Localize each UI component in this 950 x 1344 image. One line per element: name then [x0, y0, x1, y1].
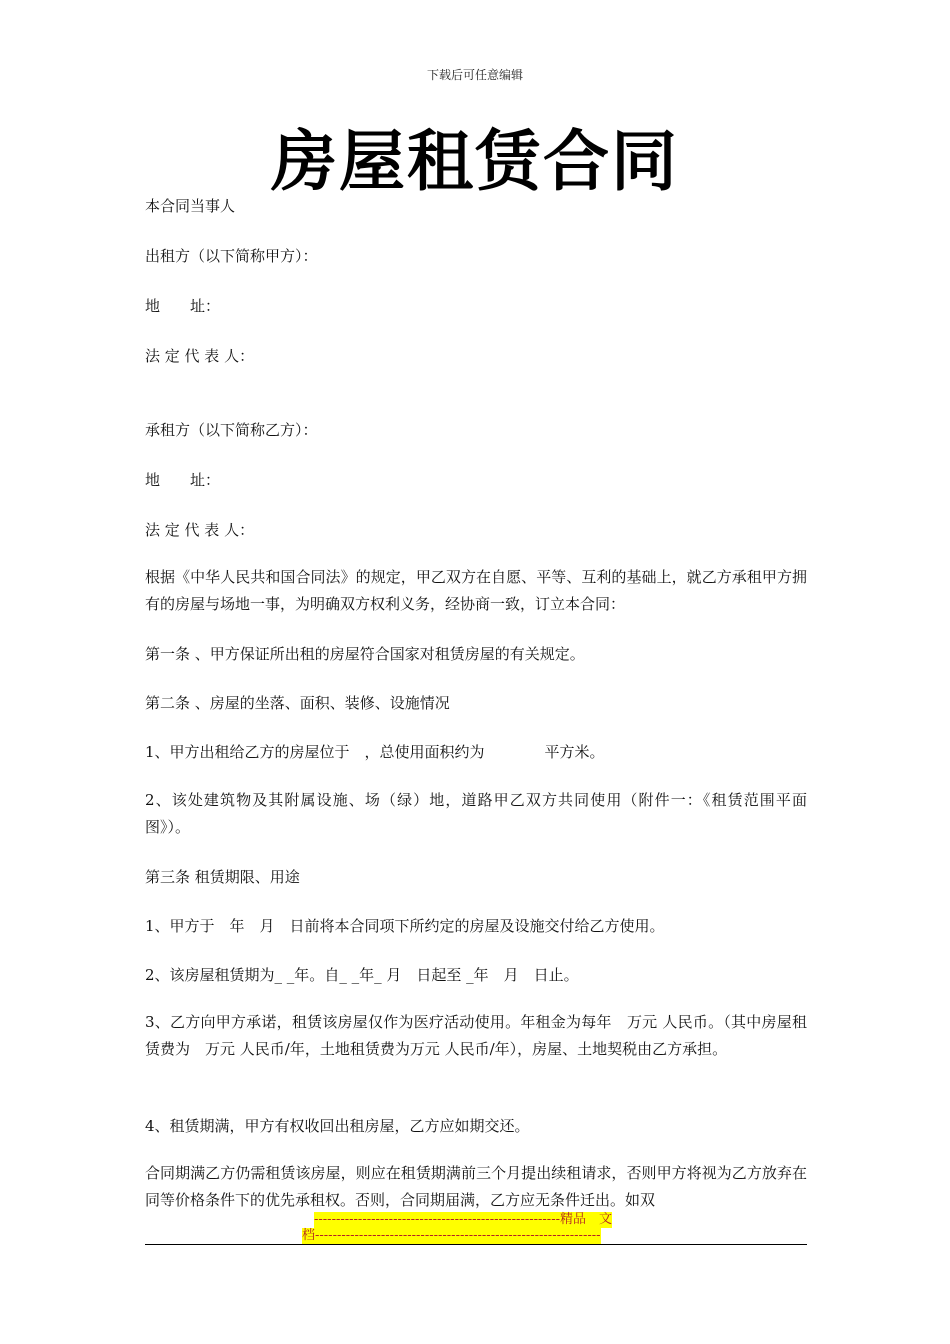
lessee-address-line: 地 址： — [145, 471, 221, 489]
lessor-line: 出租方（以下简称甲方）： — [145, 247, 318, 265]
lessor-address-line: 地 址： — [145, 297, 221, 315]
footer-rule — [145, 1244, 807, 1245]
article-3-clause-1: 1、甲方于 年 月 日前将本合同项下所约定的房屋及设施交付给乙方使用。 — [145, 917, 665, 935]
article-1: 第一条 、甲方保证所出租的房屋符合国家对租赁房屋的有关规定。 — [145, 645, 585, 663]
lessor-representative-line: 法 定 代 表 人： — [145, 347, 255, 365]
article-3-heading: 第三条 租赁期限、用途 — [145, 868, 300, 886]
lessee-line: 承租方（以下简称乙方）： — [145, 421, 318, 439]
document-title: 房屋租赁合同 — [271, 122, 679, 200]
article-3-clause-3: 3、乙方向甲方承诺，租赁该房屋仅作为医疗活动使用。年租金为每年 万元 人民币。（其中房屋租赁费为 万元 人民币/年，土地租赁费为万元 人民币/年），房屋、土地契税由乙方承担。 — [145, 1013, 807, 1058]
preamble-paragraph: 根据《中华人民共和国合同法》的规定，甲乙双方在自愿、平等、互利的基础上，就乙方承租甲方拥有的房屋与场地一事，为明确双方权利义务，经协商一致，订立本合同： — [145, 568, 807, 613]
article-3-clause-4: 4、租赁期满，甲方有权收回出租房屋，乙方应如期交还。 — [145, 1117, 530, 1135]
article-2-heading: 第二条 、房屋的坐落、面积、装修、设施情况 — [145, 694, 450, 712]
parties-heading: 本合同当事人 — [145, 197, 236, 215]
article-2-clause-2: 2、该处建筑物及其附属设施、场（绿）地，道路甲乙双方共同使用（附件一：《租赁范围平面图》）。 — [145, 791, 807, 836]
footer-watermark-line-1: --------------------------------------------------------精品 文 — [314, 1212, 612, 1227]
header-note: 下载后可任意编辑 — [426, 68, 523, 82]
lessee-representative-line: 法 定 代 表 人： — [145, 521, 255, 539]
article-3-clause-2: 2、该房屋租赁期为_ _年。自_ _年_ 月 日起至 _年 月 日止。 — [145, 966, 579, 984]
article-3-renewal-paragraph: 合同期满乙方仍需租赁该房屋，则应在租赁期满前三个月提出续租请求，否则甲方将视为乙方放弃在同等价格条件下的优先承租权。否则，合同期届满，乙方应无条件迁出。如双 — [145, 1164, 807, 1209]
article-2-clause-1: 1、甲方出租给乙方的房屋位于 ，总使用面积约为 平方米。 — [145, 743, 605, 761]
footer-watermark-line-2: 档----------------------------------------------------------------- — [302, 1228, 601, 1243]
